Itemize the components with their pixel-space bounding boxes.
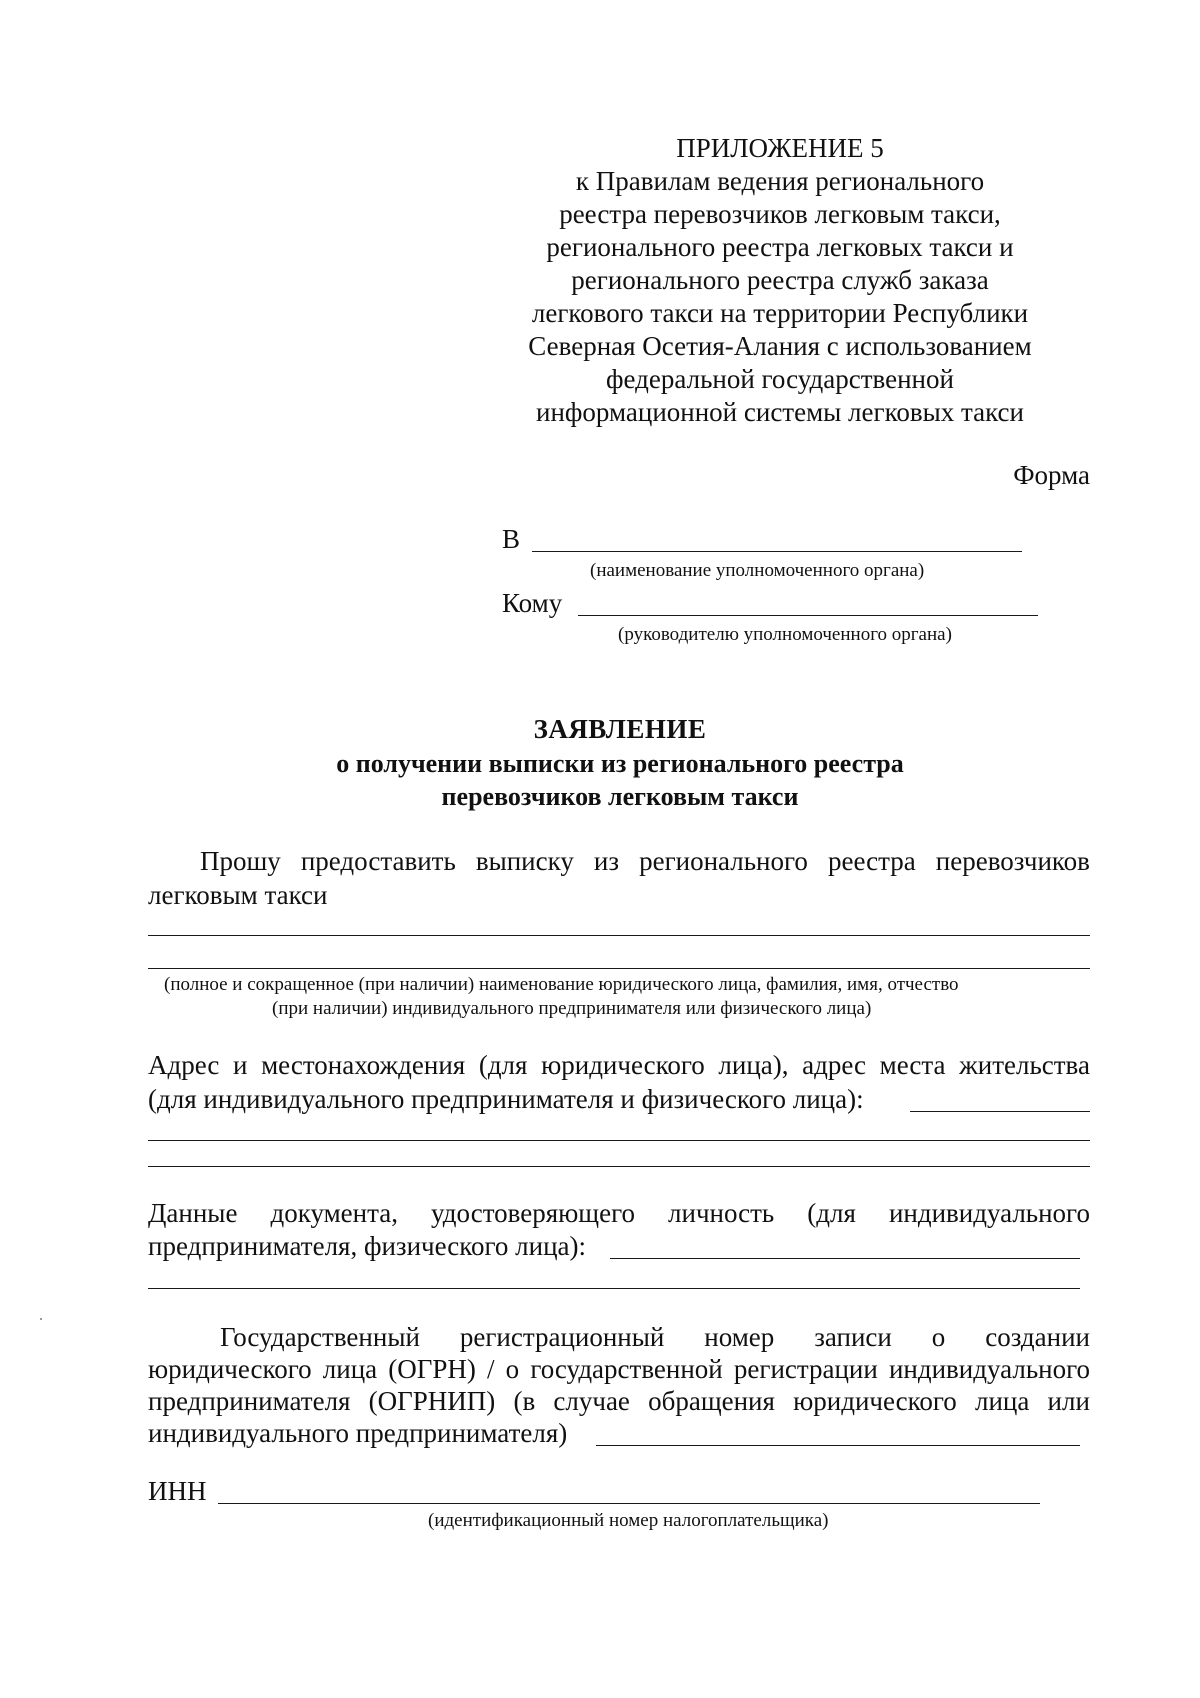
registration-word: создании: [985, 1322, 1090, 1352]
registration-word: лица: [975, 1386, 1030, 1416]
address-input-line-2[interactable]: [148, 1140, 1090, 1141]
document-title: ЗАЯВЛЕНИЕ: [533, 714, 707, 744]
registration-line3: [148, 1386, 1090, 1417]
request-word: регионального: [639, 846, 808, 876]
address-word: и: [233, 1050, 248, 1080]
address-word: жительства: [959, 1050, 1090, 1080]
applicant-name-line-1[interactable]: [148, 935, 1090, 936]
registration-word: предпринимателя: [148, 1386, 351, 1416]
identity-word: удостоверяющего: [431, 1198, 635, 1228]
address-line1: [148, 1050, 1090, 1081]
address-word: Адрес: [148, 1050, 220, 1080]
request-line1: [200, 846, 1090, 877]
request-word: перевозчиков: [935, 846, 1090, 876]
request-word: реестра: [827, 846, 916, 876]
registration-line2: [148, 1354, 1090, 1385]
scan-artifact: [40, 1318, 42, 1320]
appendix-header: [520, 132, 1040, 429]
identity-line2: предпринимателя, физического лица):: [148, 1231, 586, 1261]
appendix-line: федеральной государственной: [606, 364, 954, 394]
registration-word: номер: [704, 1322, 775, 1352]
whom-input-line[interactable]: [578, 615, 1038, 616]
to-label: В: [502, 524, 521, 554]
registration-word: о: [931, 1322, 946, 1352]
address-word: места: [879, 1050, 946, 1080]
applicant-hint-2: (при наличии) индивидуального предпринимателя или физического лица): [272, 998, 872, 1019]
address-input-line-3[interactable]: [148, 1166, 1090, 1167]
address-word: лица),: [718, 1050, 789, 1080]
whom-hint: (руководителю уполномоченного органа): [618, 624, 952, 645]
registration-word: (ОГРНИП): [368, 1386, 496, 1416]
identity-input-line-1[interactable]: [610, 1258, 1080, 1259]
whom-label: Кому: [502, 588, 563, 618]
identity-word: (для: [807, 1198, 856, 1228]
request-word: выписку: [475, 846, 574, 876]
identity-line1: [148, 1198, 1090, 1229]
identity-word: индивидуального: [888, 1198, 1090, 1228]
appendix-line: к Правилам ведения регионального: [575, 166, 985, 196]
request-word: предоставить: [300, 846, 456, 876]
inn-input-line[interactable]: [218, 1503, 1040, 1504]
appendix-line: легкового такси на территории Республики: [531, 298, 1029, 328]
registration-word: или: [1047, 1386, 1090, 1416]
appendix-line: Северная Осетия-Алания с использованием: [528, 331, 1032, 361]
appendix-line: информационной системы легковых такси: [536, 397, 1024, 427]
registration-line4: индивидуального предпринимателя): [148, 1418, 568, 1448]
ogrn-input-line[interactable]: [596, 1445, 1080, 1446]
applicant-name-line-2[interactable]: [148, 968, 1090, 969]
appendix-line: регионального реестра служб заказа: [571, 265, 989, 295]
registration-line2-text: юридического лица (ОГРН) / о государственной регистрации индивидуального: [148, 1354, 1090, 1384]
registration-word: юридического: [793, 1386, 957, 1416]
identity-input-line-2[interactable]: [148, 1288, 1080, 1289]
registration-word: случае: [553, 1386, 630, 1416]
registration-word: записи: [814, 1322, 892, 1352]
registration-word: (в: [513, 1386, 536, 1416]
registration-word: обращения: [648, 1386, 775, 1416]
address-input-line-1[interactable]: [910, 1111, 1090, 1112]
identity-word: личность: [668, 1198, 775, 1228]
form-label: Форма: [1013, 460, 1090, 490]
inn-hint: (идентификационный номер налогоплательщика): [428, 1510, 829, 1531]
to-hint: (наименование уполномоченного органа): [590, 560, 925, 581]
applicant-hint-1: (полное и сокращенное (при наличии) наименование юридического лица, фамилия, имя, отчество: [164, 974, 959, 995]
appendix-line: реестра перевозчиков легковым такси,: [559, 199, 1001, 229]
identity-word: Данные: [148, 1198, 238, 1228]
registration-word: Государственный: [220, 1322, 420, 1352]
request-word: из: [593, 846, 620, 876]
identity-word: документа,: [270, 1198, 398, 1228]
inn-label: ИНН: [148, 1476, 207, 1506]
appendix-title: ПРИЛОЖЕНИЕ 5: [676, 133, 884, 163]
address-word: местонахождения: [261, 1050, 466, 1080]
address-word: (для: [478, 1050, 528, 1080]
registration-line1: [220, 1322, 1090, 1353]
address-word: адрес: [802, 1050, 866, 1080]
appendix-line: регионального реестра легковых такси и: [546, 232, 1014, 262]
address-word: юридического: [541, 1050, 705, 1080]
request-word: Прошу: [200, 846, 281, 876]
document-subtitle-line2: перевозчиков легковым такси: [441, 782, 799, 811]
to-input-line[interactable]: [532, 551, 1022, 552]
document-subtitle-line1: о получении выписки из регионального реестра: [336, 749, 904, 778]
address-line2: (для индивидуального предпринимателя и физического лица):: [148, 1084, 864, 1114]
request-line2: легковым такси: [148, 880, 328, 910]
registration-word: регистрационный: [459, 1322, 665, 1352]
